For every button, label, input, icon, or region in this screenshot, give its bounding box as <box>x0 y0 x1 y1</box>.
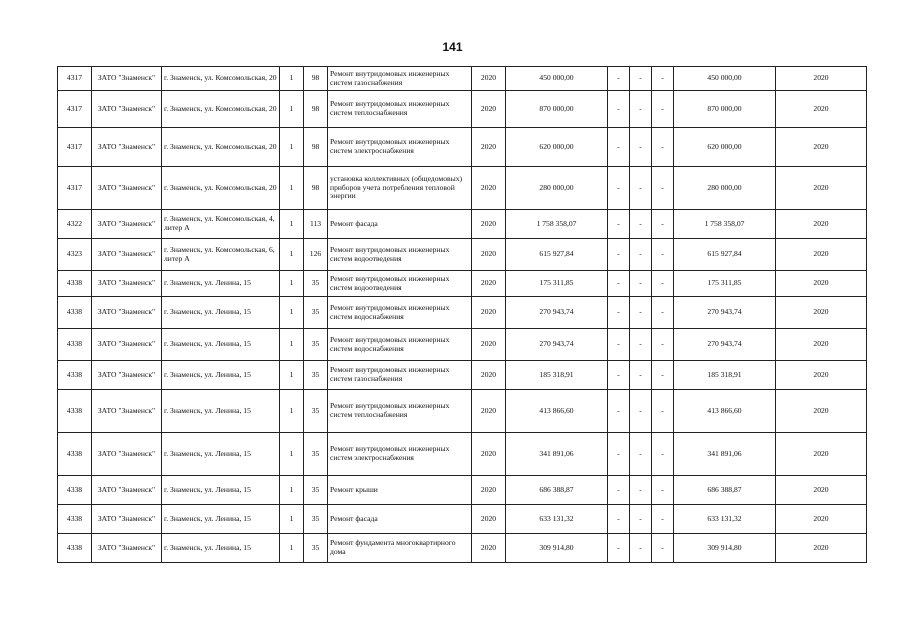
cell-org: ЗАТО "Знаменск" <box>92 91 162 128</box>
cell-dash-2: - <box>630 534 652 563</box>
cell-org: ЗАТО "Знаменск" <box>92 67 162 91</box>
cell-sum: 270 943,74 <box>506 297 608 329</box>
cell-year-2: 2020 <box>776 91 867 128</box>
cell-year: 2020 <box>472 361 506 390</box>
cell-total: 633 131,32 <box>674 505 776 534</box>
cell-address: г. Знаменск, ул. Ленина, 15 <box>162 476 280 505</box>
cell-address: г. Знаменск, ул. Ленина, 15 <box>162 390 280 433</box>
cell-year: 2020 <box>472 239 506 271</box>
cell-dash-2: - <box>630 390 652 433</box>
cell-n2: 35 <box>304 297 328 329</box>
cell-n1: 1 <box>280 210 304 239</box>
cell-code: 4317 <box>58 67 92 91</box>
cell-dash-1: - <box>608 505 630 534</box>
cell-sum: 870 000,00 <box>506 91 608 128</box>
cell-work: Ремонт внутридомовых инженерных систем водоснабжения <box>328 297 472 329</box>
cell-year: 2020 <box>472 271 506 297</box>
cell-year-2: 2020 <box>776 128 867 167</box>
cell-dash-3: - <box>652 433 674 476</box>
cell-year: 2020 <box>472 534 506 563</box>
cell-code: 4338 <box>58 534 92 563</box>
cell-code: 4338 <box>58 505 92 534</box>
cell-total: 270 943,74 <box>674 329 776 361</box>
cell-dash-1: - <box>608 476 630 505</box>
cell-year: 2020 <box>472 433 506 476</box>
cell-work: Ремонт фасада <box>328 210 472 239</box>
cell-total: 280 000,00 <box>674 167 776 210</box>
table-row <box>58 271 867 297</box>
cell-sum: 309 914,80 <box>506 534 608 563</box>
cell-n1: 1 <box>280 390 304 433</box>
cell-sum: 185 318,91 <box>506 361 608 390</box>
cell-year-2: 2020 <box>776 361 867 390</box>
cell-address: г. Знаменск, ул. Ленина, 15 <box>162 433 280 476</box>
cell-org: ЗАТО "Знаменск" <box>92 297 162 329</box>
table-row <box>58 210 867 239</box>
cell-n2: 35 <box>304 390 328 433</box>
cell-sum: 615 927,84 <box>506 239 608 271</box>
cell-org: ЗАТО "Знаменск" <box>92 128 162 167</box>
cell-n1: 1 <box>280 534 304 563</box>
cell-dash-2: - <box>630 271 652 297</box>
cell-org: ЗАТО "Знаменск" <box>92 239 162 271</box>
cell-n2: 113 <box>304 210 328 239</box>
cell-year: 2020 <box>472 67 506 91</box>
cell-address: г. Знаменск, ул. Ленина, 15 <box>162 505 280 534</box>
cell-dash-3: - <box>652 128 674 167</box>
cell-dash-1: - <box>608 329 630 361</box>
table-row <box>58 239 867 271</box>
cell-dash-1: - <box>608 210 630 239</box>
cell-total: 1 758 358,07 <box>674 210 776 239</box>
cell-n2: 35 <box>304 433 328 476</box>
cell-dash-3: - <box>652 390 674 433</box>
cell-address: г. Знаменск, ул. Комсомольская, 20 <box>162 91 280 128</box>
cell-year-2: 2020 <box>776 534 867 563</box>
repair-table <box>57 66 867 563</box>
cell-work: Ремонт внутридомовых инженерных систем водоотведения <box>328 239 472 271</box>
cell-org: ЗАТО "Знаменск" <box>92 433 162 476</box>
cell-n1: 1 <box>280 167 304 210</box>
cell-code: 4338 <box>58 329 92 361</box>
cell-total: 450 000,00 <box>674 67 776 91</box>
cell-total: 870 000,00 <box>674 91 776 128</box>
cell-address: г. Знаменск, ул. Комсомольская, 6, литер А <box>162 239 280 271</box>
cell-code: 4338 <box>58 433 92 476</box>
cell-dash-1: - <box>608 128 630 167</box>
cell-n1: 1 <box>280 476 304 505</box>
cell-n1: 1 <box>280 361 304 390</box>
cell-dash-2: - <box>630 91 652 128</box>
cell-year: 2020 <box>472 505 506 534</box>
cell-n1: 1 <box>280 271 304 297</box>
cell-org: ЗАТО "Знаменск" <box>92 390 162 433</box>
cell-n1: 1 <box>280 329 304 361</box>
cell-dash-1: - <box>608 297 630 329</box>
cell-total: 413 866,60 <box>674 390 776 433</box>
cell-work: Ремонт внутридомовых инженерных систем теплоснабжения <box>328 91 472 128</box>
cell-n2: 35 <box>304 271 328 297</box>
cell-address: г. Знаменск, ул. Ленина, 15 <box>162 297 280 329</box>
cell-work: установка коллективных (общедомовых) приборов учета потребления тепловой энергии <box>328 167 472 210</box>
cell-dash-1: - <box>608 361 630 390</box>
cell-year: 2020 <box>472 167 506 210</box>
cell-address: г. Знаменск, ул. Комсомольская, 20 <box>162 67 280 91</box>
cell-year-2: 2020 <box>776 390 867 433</box>
cell-work: Ремонт внутридомовых инженерных систем водоснабжения <box>328 329 472 361</box>
cell-sum: 270 943,74 <box>506 329 608 361</box>
cell-dash-3: - <box>652 505 674 534</box>
cell-dash-3: - <box>652 67 674 91</box>
cell-address: г. Знаменск, ул. Комсомольская, 20 <box>162 167 280 210</box>
cell-total: 620 000,00 <box>674 128 776 167</box>
cell-dash-1: - <box>608 433 630 476</box>
cell-code: 4338 <box>58 297 92 329</box>
cell-org: ЗАТО "Знаменск" <box>92 476 162 505</box>
table-row <box>58 361 867 390</box>
cell-n1: 1 <box>280 297 304 329</box>
cell-n2: 98 <box>304 128 328 167</box>
cell-year: 2020 <box>472 390 506 433</box>
cell-code: 4317 <box>58 128 92 167</box>
cell-dash-3: - <box>652 476 674 505</box>
cell-dash-3: - <box>652 297 674 329</box>
cell-code: 4338 <box>58 476 92 505</box>
cell-n2: 98 <box>304 91 328 128</box>
cell-total: 270 943,74 <box>674 297 776 329</box>
cell-org: ЗАТО "Знаменск" <box>92 210 162 239</box>
cell-sum: 620 000,00 <box>506 128 608 167</box>
cell-year-2: 2020 <box>776 271 867 297</box>
cell-n2: 35 <box>304 361 328 390</box>
cell-org: ЗАТО "Знаменск" <box>92 361 162 390</box>
cell-code: 4338 <box>58 390 92 433</box>
cell-address: г. Знаменск, ул. Комсомольская, 20 <box>162 128 280 167</box>
cell-address: г. Знаменск, ул. Ленина, 15 <box>162 329 280 361</box>
table-row <box>58 390 867 433</box>
cell-org: ЗАТО "Знаменск" <box>92 329 162 361</box>
table-row <box>58 91 867 128</box>
cell-work: Ремонт внутридомовых инженерных систем водоотведения <box>328 271 472 297</box>
cell-address: г. Знаменск, ул. Ленина, 15 <box>162 534 280 563</box>
cell-year: 2020 <box>472 128 506 167</box>
page-number: 141 <box>442 40 463 54</box>
cell-year: 2020 <box>472 210 506 239</box>
cell-total: 175 311,85 <box>674 271 776 297</box>
cell-dash-2: - <box>630 297 652 329</box>
cell-year-2: 2020 <box>776 505 867 534</box>
table-row <box>58 433 867 476</box>
cell-dash-3: - <box>652 534 674 563</box>
table-row <box>58 128 867 167</box>
cell-n2: 98 <box>304 67 328 91</box>
cell-dash-2: - <box>630 329 652 361</box>
cell-sum: 175 311,85 <box>506 271 608 297</box>
cell-dash-2: - <box>630 167 652 210</box>
cell-dash-1: - <box>608 271 630 297</box>
cell-work: Ремонт внутридомовых инженерных систем газоснабжения <box>328 361 472 390</box>
cell-dash-3: - <box>652 239 674 271</box>
cell-sum: 341 891,06 <box>506 433 608 476</box>
cell-dash-1: - <box>608 91 630 128</box>
cell-work: Ремонт внутридомовых инженерных систем электроснабжения <box>328 433 472 476</box>
cell-n1: 1 <box>280 505 304 534</box>
cell-year-2: 2020 <box>776 239 867 271</box>
cell-work: Ремонт фундамента многоквартирного дома <box>328 534 472 563</box>
cell-sum: 280 000,00 <box>506 167 608 210</box>
cell-address: г. Знаменск, ул. Комсомольская, 4, литер А <box>162 210 280 239</box>
cell-dash-3: - <box>652 210 674 239</box>
cell-year-2: 2020 <box>776 433 867 476</box>
cell-code: 4338 <box>58 271 92 297</box>
cell-code: 4322 <box>58 210 92 239</box>
cell-dash-1: - <box>608 67 630 91</box>
cell-year-2: 2020 <box>776 329 867 361</box>
cell-year: 2020 <box>472 329 506 361</box>
cell-dash-2: - <box>630 67 652 91</box>
cell-dash-2: - <box>630 128 652 167</box>
cell-sum: 450 000,00 <box>506 67 608 91</box>
cell-dash-2: - <box>630 239 652 271</box>
cell-sum: 686 388,87 <box>506 476 608 505</box>
cell-org: ЗАТО "Знаменск" <box>92 167 162 210</box>
cell-dash-3: - <box>652 167 674 210</box>
cell-dash-2: - <box>630 210 652 239</box>
cell-dash-1: - <box>608 534 630 563</box>
cell-code: 4317 <box>58 167 92 210</box>
cell-work: Ремонт внутридомовых инженерных систем теплоснабжения <box>328 390 472 433</box>
cell-n2: 35 <box>304 329 328 361</box>
table-row <box>58 476 867 505</box>
cell-org: ЗАТО "Знаменск" <box>92 271 162 297</box>
cell-dash-2: - <box>630 505 652 534</box>
cell-work: Ремонт крыши <box>328 476 472 505</box>
table-row <box>58 329 867 361</box>
cell-total: 309 914,80 <box>674 534 776 563</box>
cell-dash-3: - <box>652 329 674 361</box>
cell-dash-1: - <box>608 167 630 210</box>
cell-dash-3: - <box>652 361 674 390</box>
cell-dash-1: - <box>608 239 630 271</box>
cell-work: Ремонт внутридомовых инженерных систем электроснабжения <box>328 128 472 167</box>
cell-sum: 413 866,60 <box>506 390 608 433</box>
cell-code: 4323 <box>58 239 92 271</box>
cell-n1: 1 <box>280 67 304 91</box>
cell-total: 341 891,06 <box>674 433 776 476</box>
cell-dash-2: - <box>630 361 652 390</box>
cell-n2: 126 <box>304 239 328 271</box>
cell-address: г. Знаменск, ул. Ленина, 15 <box>162 361 280 390</box>
cell-year-2: 2020 <box>776 67 867 91</box>
cell-dash-3: - <box>652 91 674 128</box>
cell-sum: 633 131,32 <box>506 505 608 534</box>
table-row <box>58 534 867 563</box>
cell-work: Ремонт внутридомовых инженерных систем газоснабжения <box>328 67 472 91</box>
cell-n2: 35 <box>304 505 328 534</box>
cell-n2: 35 <box>304 534 328 563</box>
cell-n1: 1 <box>280 128 304 167</box>
cell-year-2: 2020 <box>776 210 867 239</box>
cell-code: 4317 <box>58 91 92 128</box>
cell-org: ЗАТО "Знаменск" <box>92 505 162 534</box>
table-row <box>58 167 867 210</box>
cell-year: 2020 <box>472 91 506 128</box>
cell-year-2: 2020 <box>776 476 867 505</box>
cell-year: 2020 <box>472 297 506 329</box>
table-row <box>58 505 867 534</box>
table-row <box>58 297 867 329</box>
cell-dash-3: - <box>652 271 674 297</box>
table-row <box>58 67 867 91</box>
cell-work: Ремонт фасада <box>328 505 472 534</box>
cell-total: 185 318,91 <box>674 361 776 390</box>
cell-n2: 98 <box>304 167 328 210</box>
cell-dash-2: - <box>630 433 652 476</box>
cell-year-2: 2020 <box>776 167 867 210</box>
cell-total: 686 388,87 <box>674 476 776 505</box>
cell-address: г. Знаменск, ул. Ленина, 15 <box>162 271 280 297</box>
cell-sum: 1 758 358,07 <box>506 210 608 239</box>
cell-dash-1: - <box>608 390 630 433</box>
cell-year: 2020 <box>472 476 506 505</box>
cell-year-2: 2020 <box>776 297 867 329</box>
cell-dash-2: - <box>630 476 652 505</box>
cell-n2: 35 <box>304 476 328 505</box>
table-body <box>58 67 867 563</box>
cell-total: 615 927,84 <box>674 239 776 271</box>
cell-n1: 1 <box>280 433 304 476</box>
cell-code: 4338 <box>58 361 92 390</box>
cell-org: ЗАТО "Знаменск" <box>92 534 162 563</box>
cell-n1: 1 <box>280 91 304 128</box>
cell-n1: 1 <box>280 239 304 271</box>
